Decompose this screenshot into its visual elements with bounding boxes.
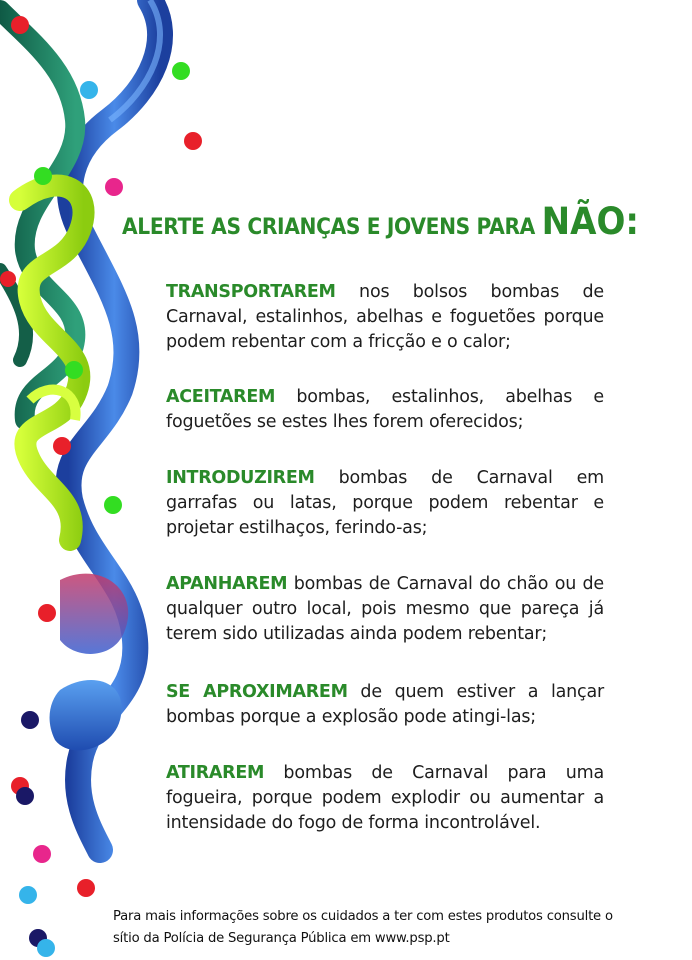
footer-line-1: Para mais informações sobre os cuidados a ter com estes produtos consulte o [113, 909, 613, 924]
item-keyword: SE APROXIMAREM [166, 682, 348, 702]
footer-note [113, 906, 673, 950]
list-item [166, 280, 604, 355]
item-text: bombas de Carnaval para uma fogueira, porque podem explodir ou aumentar a intensidade do fogo de forma incontrolável. [166, 763, 604, 833]
list-item [166, 385, 604, 435]
item-text: nos bolsos bombas de Carnaval, estalinhos, abelhas e foguetões porque podem rebentar com a fricção e o calor; [166, 282, 604, 352]
item-keyword: ACEITAREM [166, 387, 276, 407]
item-keyword: TRANSPORTAREM [166, 282, 336, 302]
title-emphasis: NÃO: [541, 200, 640, 243]
page-title [122, 200, 640, 243]
title-lead: ALERTE AS CRIANÇAS E JOVENS PARA [122, 215, 535, 240]
item-text: bombas de Carnaval em garrafas ou latas, porque podem rebentar e projetar estilhaços, ferindo-as; [166, 468, 604, 538]
list-item [166, 466, 604, 541]
list-item [166, 572, 604, 647]
item-text: bombas de Carnaval do chão ou de qualquer outro local, pois mesmo que pareça já terem sido utilizadas ainda podem rebentar; [166, 574, 604, 644]
item-keyword: APANHAREM [166, 574, 288, 594]
footer-line-2: sítio da Polícia de Segurança Pública em www.psp.pt [113, 931, 450, 946]
item-keyword: INTRODUZIREM [166, 468, 315, 488]
list-item [166, 761, 604, 836]
item-keyword: ATIRAREM [166, 763, 265, 783]
list-item [166, 680, 604, 730]
item-text: de quem estiver a lançar bombas porque a explosão pode atingi-las; [166, 682, 604, 727]
item-text: bombas, estalinhos, abelhas e foguetões se estes lhes forem oferecidos; [166, 387, 604, 432]
